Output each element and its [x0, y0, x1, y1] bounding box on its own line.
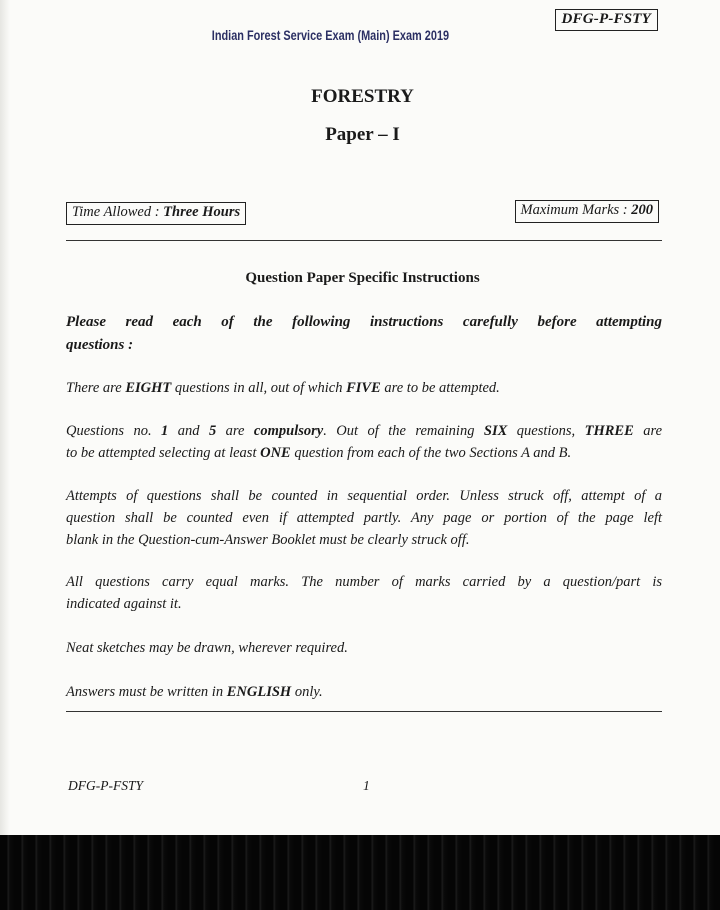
p3-line-3: blank in the Question-cum-Answer Booklet must be clearly struck off. — [66, 532, 470, 548]
instruction-equal-marks — [66, 571, 662, 615]
p2-text-line2a: to be attempted selecting at least — [66, 445, 261, 461]
maximum-marks-label: Maximum Marks : — [520, 202, 632, 218]
p2-text-line2b: question from each of the two Sections A and B. — [290, 445, 572, 461]
footer-paper-code: DFG-P-FSTY — [68, 778, 143, 793]
instruction-sequential-order — [66, 485, 662, 551]
p1-bold-eight: EIGHT — [125, 380, 172, 396]
maximum-marks-value: 200 — [631, 202, 653, 218]
p2-bold-5: 5 — [208, 423, 217, 439]
p2-bold-compulsory: compulsory — [253, 423, 324, 439]
instruction-question-count — [66, 377, 662, 399]
p3-line-1: Attempts of questions shall be counted in sequential order. Unless struck off, attempt of a — [66, 488, 662, 504]
p1-text-d: are to be attempted. — [380, 380, 500, 396]
paper-title: FORESTRY — [311, 86, 414, 107]
p2-line-1 — [66, 420, 662, 442]
p2-bold-one: ONE — [260, 445, 291, 461]
p2-text-f: questions, — [507, 423, 585, 439]
p2-line-2 — [66, 442, 662, 464]
bottom-divider — [66, 711, 662, 712]
p2-text-g: are — [633, 423, 663, 439]
lead-line-2: questions : — [66, 337, 134, 353]
p4-line-2: indicated against it. — [66, 596, 182, 612]
time-allowed-value: Three Hours — [163, 204, 241, 220]
p1-bold-five: FIVE — [346, 380, 381, 396]
p2-text-e: . Out of the remaining — [323, 423, 484, 439]
instructions-heading: Question Paper Specific Instructions — [245, 270, 480, 286]
paper-subtitle: Paper – I — [325, 124, 400, 145]
p2-text-c: and — [168, 423, 209, 439]
p2-bold-six: SIX — [483, 423, 508, 439]
p6-text-c: only. — [291, 684, 323, 700]
p2-bold-three: THREE — [584, 423, 634, 439]
footer-page-number: 1 — [363, 778, 370, 793]
p2-text-d: are — [216, 423, 254, 439]
instruction-compulsory — [66, 420, 662, 464]
maximum-marks-box — [515, 200, 660, 223]
p1-text-c: questions in all, out of which — [171, 380, 347, 396]
p2-bold-1: 1 — [161, 423, 169, 439]
paper-code-box: DFG-P-FSTY — [555, 9, 659, 31]
top-divider — [66, 240, 662, 241]
time-allowed-label: Time Allowed : — [72, 204, 164, 220]
p3-line-2: question shall be counted even if attempted partly. Any page or portion of the page left — [66, 510, 662, 526]
time-allowed-box — [66, 202, 246, 225]
p2-text-a: Questions no. — [66, 423, 162, 439]
p6-text-a: Answers must be written in — [66, 684, 227, 700]
lead-instruction — [66, 311, 662, 357]
scanner-dark-strip — [0, 835, 720, 910]
p6-bold-english: ENGLISH — [226, 684, 292, 700]
instruction-sketches: Neat sketches may be drawn, wherever required. — [66, 640, 348, 656]
exam-watermark: Indian Forest Service Exam (Main) Exam 2019 — [211, 27, 450, 43]
p4-line-1: All questions carry equal marks. The number of marks carried by a question/part is — [66, 574, 662, 590]
p1-text-a: There are — [66, 380, 126, 396]
instruction-language — [66, 681, 662, 703]
lead-line-1: Please read each of the following instructions carefully before attempting — [66, 314, 662, 330]
